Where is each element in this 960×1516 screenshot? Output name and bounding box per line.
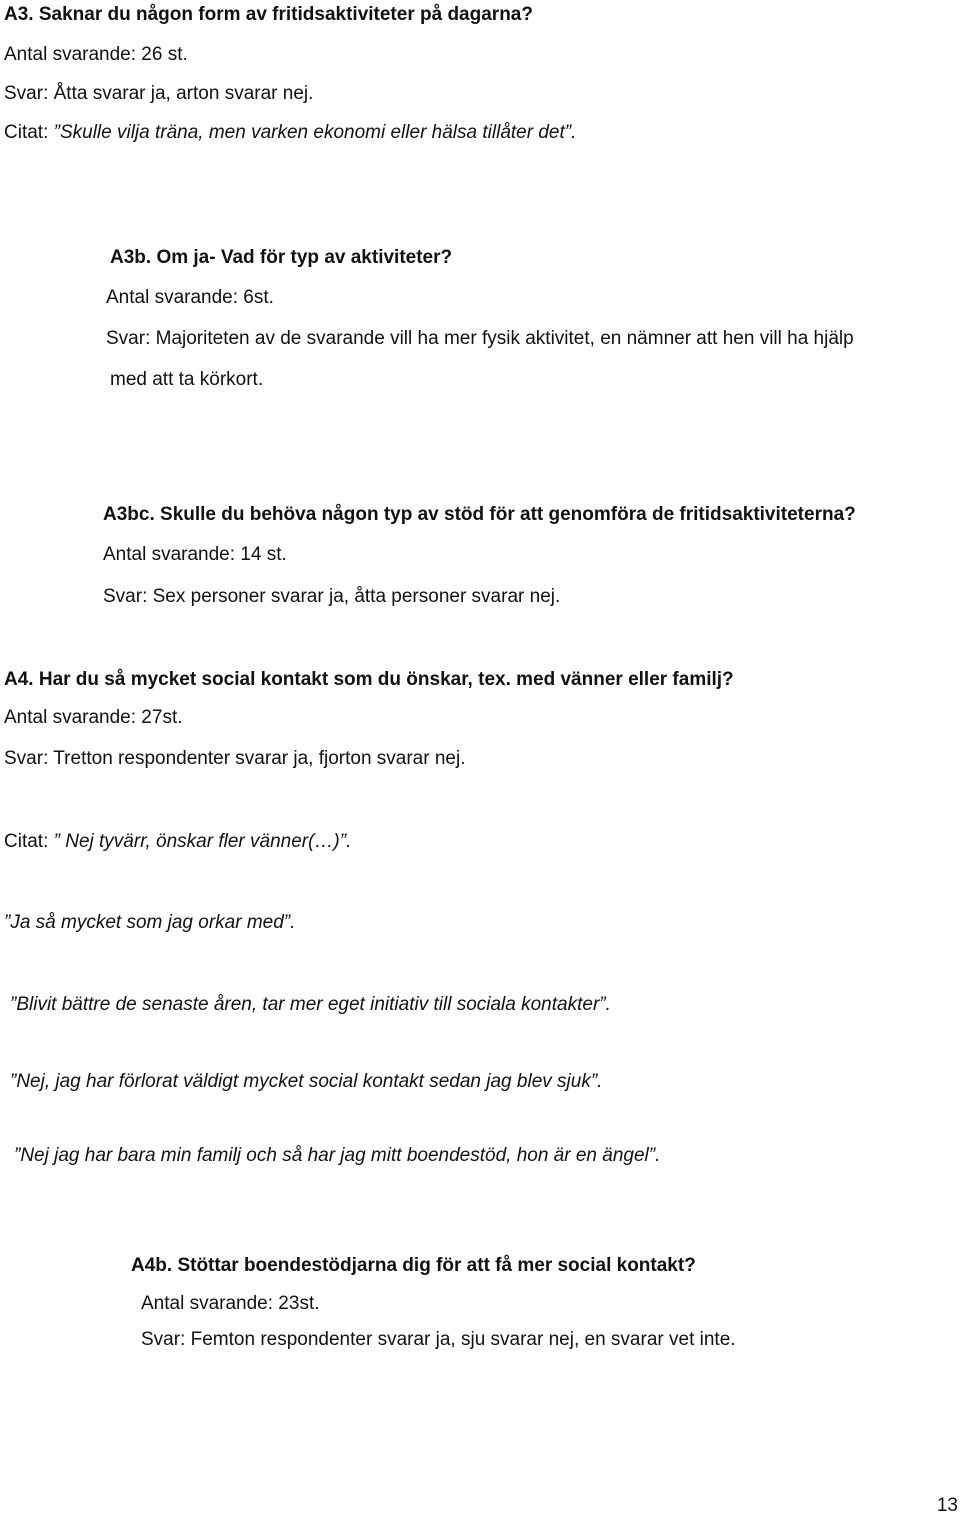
quote-label: Citat: (4, 122, 54, 143)
question-a4-quote-2: ”Ja så mycket som jag orkar med”. (4, 912, 296, 933)
question-a3-quote (4, 121, 576, 145)
quote-text: ”Skulle vilja träna, men varken ekonomi eller hälsa tillåter det”. (53, 122, 577, 143)
question-a4b-heading: A4b. Stöttar boendestödjarna dig för att få mer social kontakt? (131, 1255, 696, 1276)
page-number: 13 (936, 1495, 958, 1516)
question-a3bc-heading: A3bc. Skulle du behöva någon typ av stöd för att genomföra de fritidsaktiviteterna? (103, 504, 856, 525)
question-a3bc-answer: Svar: Sex personer svarar ja, åtta personer svarar nej. (103, 586, 561, 607)
question-a4-quote-1 (4, 830, 351, 854)
question-a4-quote-4: ”Nej, jag har förlorat väldigt mycket social kontakt sedan jag blev sjuk”. (10, 1071, 603, 1092)
quote-text: ” Nej tyvärr, önskar fler vänner(…)”. (53, 831, 352, 852)
question-a3b-answer-line2: med att ta körkort. (110, 369, 264, 390)
question-a4b-respondents: Antal svarande: 23st. (141, 1293, 320, 1314)
question-a3b-respondents: Antal svarande: 6st. (106, 287, 274, 308)
question-a3bc-respondents: Antal svarande: 14 st. (103, 544, 287, 565)
question-a4b-answer: Svar: Femton respondenter svarar ja, sju svarar nej, en svarar vet inte. (141, 1329, 736, 1350)
question-a3b-answer-line1: Svar: Majoriteten av de svarande vill ha mer fysik aktivitet, en nämner att hen vill ha hjälp (106, 328, 854, 349)
question-a3-heading: A3. Saknar du någon form av fritidsaktiviteter på dagarna? (4, 4, 533, 25)
question-a4-quote-5: ”Nej jag har bara min familj och så har jag mitt boendestöd, hon är en ängel”. (14, 1145, 661, 1166)
quote-label: Citat: (4, 831, 54, 852)
question-a3-answer: Svar: Åtta svarar ja, arton svarar nej. (4, 83, 314, 104)
question-a4-quote-3: ”Blivit bättre de senaste åren, tar mer eget initiativ till sociala kontakter”. (10, 994, 611, 1015)
question-a4-heading: A4. Har du så mycket social kontakt som du önskar, tex. med vänner eller familj? (4, 669, 734, 690)
question-a3-respondents: Antal svarande: 26 st. (4, 44, 188, 65)
question-a4-answer: Svar: Tretton respondenter svarar ja, fjorton svarar nej. (4, 748, 466, 769)
question-a4-respondents: Antal svarande: 27st. (4, 707, 183, 728)
question-a3b-heading: A3b. Om ja- Vad för typ av aktiviteter? (110, 247, 453, 268)
